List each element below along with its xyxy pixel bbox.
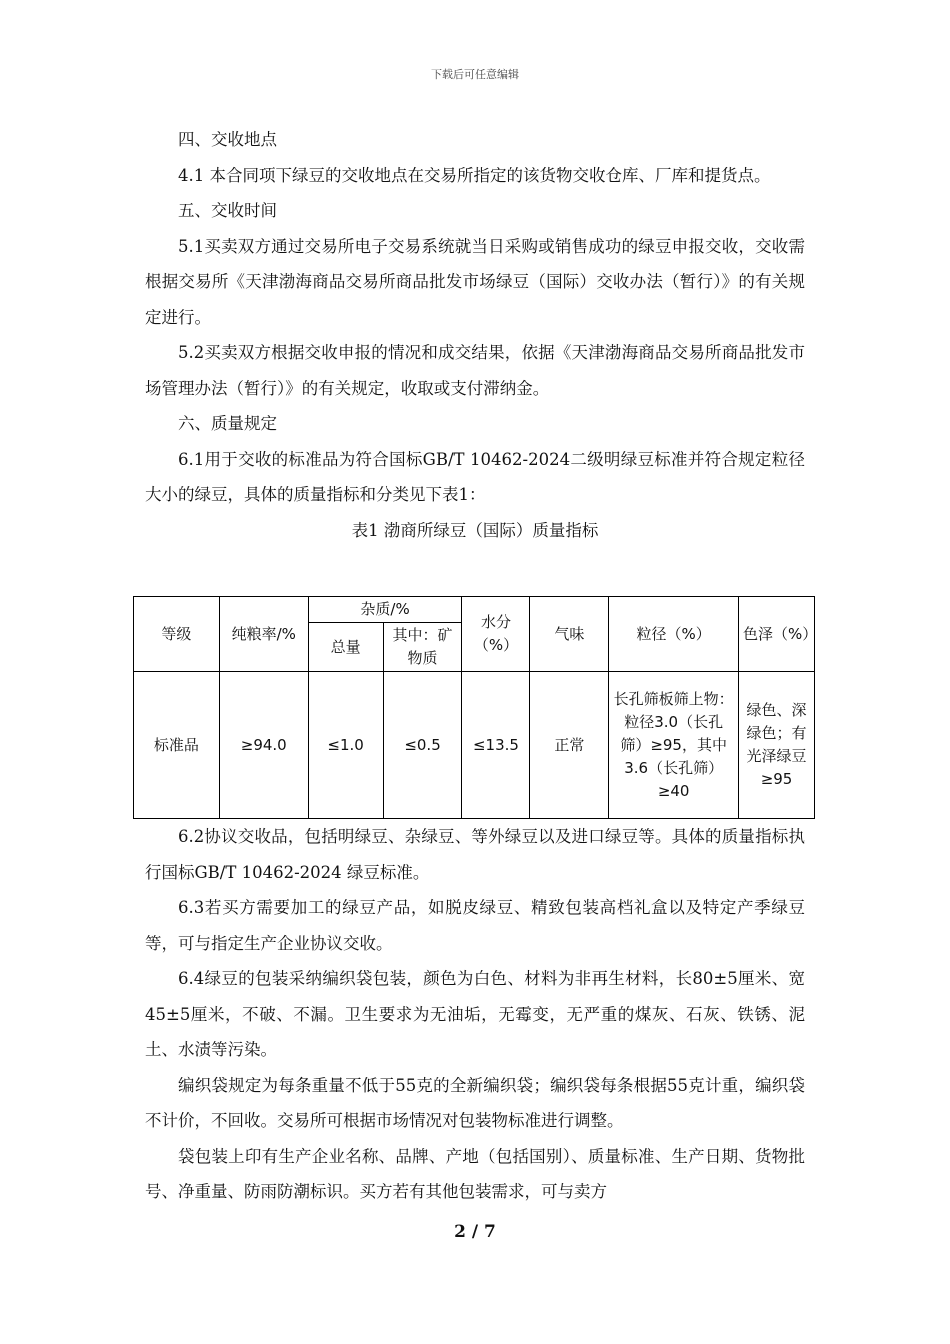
header-purity: 纯粮率/%: [219, 597, 308, 672]
header-color: 色泽（%）: [739, 597, 815, 672]
document-body-bottom: [145, 819, 805, 1210]
header-moisture: 水分（%）: [462, 597, 530, 672]
quality-table: [133, 596, 818, 819]
header-smell: 气味: [530, 597, 609, 672]
cell-impurity-mineral: ≤0.5: [383, 672, 462, 819]
table-row-standard: [134, 672, 815, 819]
table-caption: 表1 渤商所绿豆（国际）质量指标: [351, 520, 599, 540]
cell-smell: 正常: [530, 672, 609, 819]
section-5-title: 五、交收时间: [178, 201, 277, 220]
section-4-paragraph-1: 4.1 本合同项下绿豆的交收地点在交易所指定的该货物交收仓库、厂库和提货点。: [178, 165, 771, 185]
page-header-note: 下载后可任意编辑: [431, 68, 519, 81]
section-6-paragraph-2: 6.2协议交收品，包括明绿豆、杂绿豆、等外绿豆以及进口绿豆等。具体的质量指标执行国标GB/T 10462-2024 绿豆标准。: [145, 827, 805, 882]
header-impurity-total: 总量: [308, 623, 383, 672]
page-number: 2 / 7: [454, 1222, 496, 1242]
section-6-paragraph-6: 袋包装上印有生产企业名称、品牌、产地（包括国别）、质量标准、生产日期、货物批号、净重量、防雨防潮标识。买方若有其他包装需求，可与卖方: [145, 1146, 805, 1201]
cell-impurity-total: ≤1.0: [308, 672, 383, 819]
section-5-paragraph-2: 5.2买卖双方根据交收申报的情况和成交结果，依据《天津渤海商品交易所商品批发市场管理办法（暂行）》的有关规定，收取或支付滞纳金。: [145, 343, 805, 398]
header-grade: 等级: [134, 597, 220, 672]
cell-grade: 标准品: [134, 672, 220, 819]
table-header-row-1: [134, 597, 815, 623]
section-6-paragraph-5: 编织袋规定为每条重量不低于55克的全新编织袋；编织袋每条根据55克计重，编织袋不计价，不回收。交易所可根据市场情况对包装物标准进行调整。: [145, 1075, 805, 1130]
section-6-paragraph-4: 6.4绿豆的包装采纳编织袋包装，颜色为白色、材料为非再生材料，长80±5厘米、宽 45±5厘米，不破、不漏。卫生要求为无油垢，无霉变，无严重的煤灰、石灰、铁锈、泥土、水渍等污染。: [145, 969, 805, 1059]
section-6-paragraph-1: 6.1用于交收的标准品为符合国标GB/T 10462-2024二级明绿豆标准并符合规定粒径大小的绿豆，具体的质量指标和分类见下表1：: [145, 449, 805, 504]
header-impurity-mineral: 其中：矿物质: [383, 623, 462, 672]
header-size: 粒径（%）: [609, 597, 739, 672]
document-body-top: [145, 122, 805, 548]
cell-purity: ≥94.0: [219, 672, 308, 819]
section-4-title: 四、交收地点: [178, 130, 277, 149]
header-impurity: 杂质/%: [308, 597, 462, 623]
section-6-paragraph-3: 6.3若买方需要加工的绿豆产品，如脱皮绿豆、精致包装高档礼盒以及特定产季绿豆等，可与指定生产企业协议交收。: [145, 898, 805, 953]
section-5-paragraph-1: 5.1买卖双方通过交易所电子交易系统就当日采购或销售成功的绿豆申报交收，交收需根据交易所《天津渤海商品交易所商品批发市场绿豆（国际）交收办法（暂行）》的有关规定进行。: [145, 236, 805, 327]
cell-moisture: ≤13.5: [462, 672, 530, 819]
section-6-title: 六、质量规定: [178, 414, 277, 433]
cell-size: 长孔筛板筛上物：粒径3.0（长孔筛）≥95，其中3.6（长孔筛）≥40: [609, 672, 739, 819]
cell-color: 绿色、深绿色；有光泽绿豆≥95: [739, 672, 815, 819]
